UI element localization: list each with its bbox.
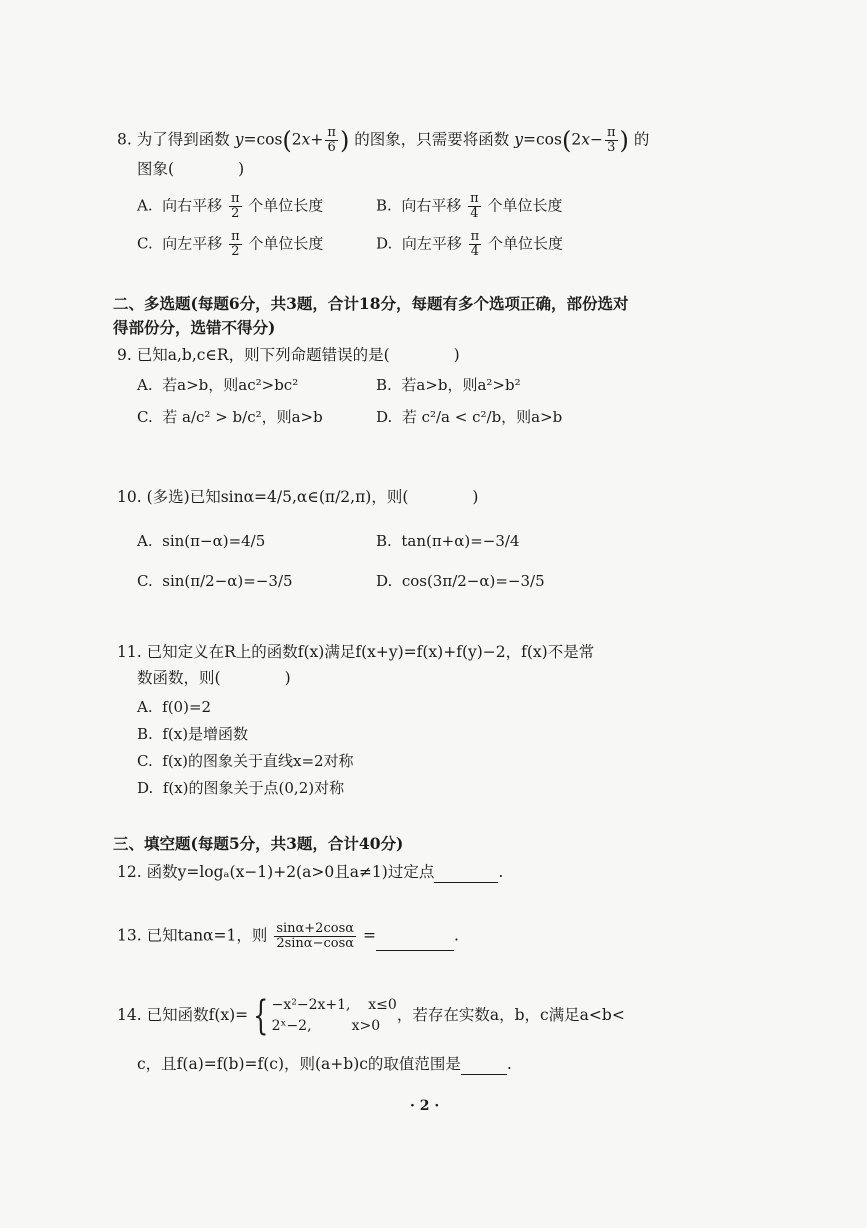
q8-option-a[interactable]: A. 向右平移 $\frac{\pi}{2}$ 个单位长度 [137, 191, 324, 221]
q10-text: (多选)已知sinα=4/5,α∈(π/2,π)，则( [146, 488, 409, 506]
q8-line2 [137, 158, 244, 180]
q9-text: 已知a,b,c∈R，则下列命题错误的是( [136, 346, 390, 364]
q11-stem-line1: 11. 已知定义在R上的函数f(x)满足f(x+y)=f(x)+f(y)−2，f(x)不是常 [117, 643, 595, 661]
q12-stem: 12. 函数y=logₐ(x−1)+2(a>0且a≠1)过定点 . [117, 860, 503, 883]
q8-text-d: 图象( [137, 160, 175, 178]
q9-option-a[interactable]: A. 若a>b，则ac²>bc² [137, 376, 299, 394]
q8-option-d[interactable]: D. 向左平移 $\frac{\pi}{4}$ 个单位长度 [376, 229, 563, 259]
q10-option-d[interactable]: D. cos(3π/2−α)=−3/5 [376, 572, 545, 590]
q8-number: 8. [117, 130, 132, 149]
q11-option-a[interactable]: A. f(0)=2 [137, 698, 212, 716]
q12-answer-blank[interactable] [434, 860, 498, 883]
q9-option-d[interactable]: D. 若 c²/a < c²/b，则a>b [376, 408, 563, 426]
q11-option-c[interactable]: C. f(x)的图象关于直线x=2对称 [137, 752, 354, 770]
q11-option-d[interactable]: D. f(x)的图象关于点(0,2)对称 [137, 779, 345, 797]
q9-option-b[interactable]: B. 若a>b，则a²>b² [376, 376, 521, 394]
q8-option-c[interactable]: C. 向左平移 $\frac{\pi}{2}$ 个单位长度 [137, 229, 324, 259]
q8-func1: y [234, 130, 244, 149]
q8-line1: 8. 为了得到函数 y=cos(2x+ $\frac{\pi}{6}$ ) 的图象，只需要将函数 y=cos(2x− $\frac{\pi}{3}$ ) 的 [117, 125, 650, 155]
q11-option-b[interactable]: B. f(x)是增函数 [137, 725, 249, 743]
q14-answer-blank[interactable] [461, 1052, 507, 1075]
section3-heading: 三、填空题(每题5分，共3题，合计40分) [113, 834, 404, 853]
q8-text-c: 的 [633, 130, 650, 149]
page-number: · 2 · [410, 1098, 440, 1114]
section2-heading-line1: 二、多选题(每题6分，共3题，合计18分，每题有多个选项正确，部份选对 [113, 294, 629, 313]
q10-option-a[interactable]: A. sin(π−α)=4/5 [137, 532, 266, 550]
q13-fraction: $\frac{\sin\alpha+2\cos\alpha}{2\sin\alpha-\cos\alpha}$ [276, 921, 355, 951]
q14-stem-line2: c，且f(a)=f(b)=f(c)，则(a+b)c的取值范围是 . [137, 1052, 512, 1075]
q11-stem-line2: 数函数，则( ) [137, 669, 291, 687]
q10-option-c[interactable]: C. sin(π/2−α)=−3/5 [137, 572, 293, 590]
q8-option-b[interactable]: B. 向右平移 $\frac{\pi}{4}$ 个单位长度 [376, 191, 563, 221]
q10-stem: 10. (多选)已知sinα=4/5,α∈(π/2,π)，则( ) [117, 488, 479, 506]
q13-answer-blank[interactable] [376, 928, 454, 951]
q8-close: ) [238, 160, 245, 178]
q13-stem: 13. 已知tanα=1，则 $\frac{\sin\alpha+2\cos\alpha}{2\sin\alpha-\cos\alpha}$ = . [117, 921, 459, 951]
q9-option-c[interactable]: C. 若 a/c² > b/c²，则a>b [137, 408, 323, 426]
q14-brace: { [253, 993, 269, 1039]
q10-option-b[interactable]: B. tan(π+α)=−3/4 [376, 532, 520, 550]
q8-text-b: 的图象，只需要将函数 [354, 130, 510, 149]
q9-stem: 9. 已知a,b,c∈R，则下列命题错误的是( ) [117, 346, 460, 364]
q8-text-a: 为了得到函数 [136, 130, 230, 149]
section2-heading-line2: 得部份分，选错不得分) [113, 318, 276, 337]
q14-stem-line1: 14. 已知函数f(x)= { −x²−2x+1, x≤0 2ˣ−2, x>0 ，若存在实数a，b，c满足a<b< [117, 993, 625, 1039]
q14-piecewise: −x²−2x+1, x≤0 2ˣ−2, x>0 [271, 997, 397, 1034]
